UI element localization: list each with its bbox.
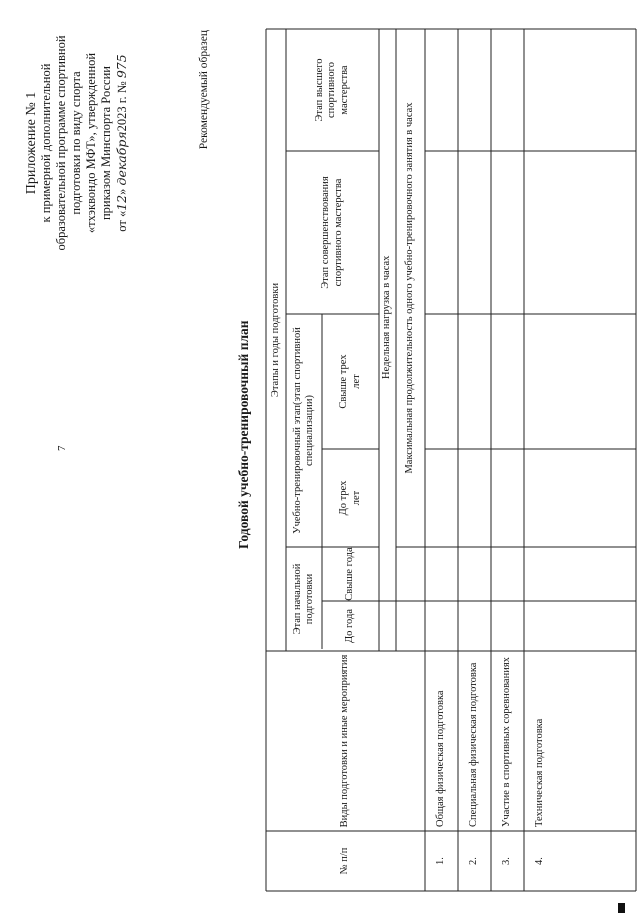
header-initial-up-to-year: До года (344, 608, 356, 644)
weekly-load-label: Недельная нагрузка в часах (381, 255, 393, 379)
row-1-name: Общая физическая подготовка (435, 690, 447, 827)
appendix-line-6: приказом Минспорта России (99, 66, 113, 221)
header-training-up-to-three: До трех лет (338, 480, 362, 516)
header-stage-improvement: Этап совершенствования спортивного мастерства (320, 176, 344, 289)
row-2-num: 2. (468, 857, 480, 865)
appendix-line-2: к примерной дополнительной (39, 63, 53, 223)
scan-mark (618, 903, 625, 913)
row-4-name: Техническая подготовка (534, 718, 546, 827)
date-year: 2023 г. № (115, 81, 129, 132)
header-num: № п/п (339, 847, 351, 875)
header-types: Виды подготовки и иные мероприятия (339, 654, 351, 828)
appendix-line-5: «тхэквондо МФТ», утвержденной (84, 52, 98, 234)
header-stage-training: Учебно-тренировочный этап(этап спортивной специализации) (291, 327, 315, 534)
row-2-name: Специальная физическая подготовка (468, 662, 480, 827)
appendix-header (24, 8, 130, 278)
appendix-line-4: подготовки по виду спорта (69, 71, 83, 215)
page-number: 7 (56, 445, 68, 451)
plan-title: Годовой учебно-тренировочный план (236, 320, 251, 549)
appendix-title: Приложение № 1 (24, 91, 39, 195)
recommended-sample-label: Рекомендуемый образец (198, 30, 210, 150)
row-1-num: 1. (435, 857, 447, 865)
row-3-num: 3. (501, 857, 513, 865)
order-number: 975 (114, 54, 129, 79)
header-stages: Этапы и годы подготовки (269, 282, 281, 398)
date-day: 12 (114, 194, 129, 211)
header-stage-highest: Этап высшего спортивного мастерства (313, 58, 350, 122)
appendix-date-line (114, 8, 130, 278)
header-training-over-three: Свыше трех лет (338, 354, 362, 409)
max-duration-label: Максимальная продолжительность одного учебно-тренировочного занятия в часах (404, 102, 416, 474)
header-initial-over-year: Свыше года (344, 547, 356, 601)
date-mid: » (115, 188, 129, 195)
header-stage-initial: Этап начальной подготовки (291, 563, 315, 635)
date-prefix: от « (115, 210, 129, 232)
row-3-name: Участие в спортивных соревнованиях (501, 657, 513, 827)
row-4-num: 4. (534, 857, 546, 865)
appendix-line-3: образовательной программе спортивной (54, 35, 68, 251)
date-month: декабря (114, 131, 129, 186)
